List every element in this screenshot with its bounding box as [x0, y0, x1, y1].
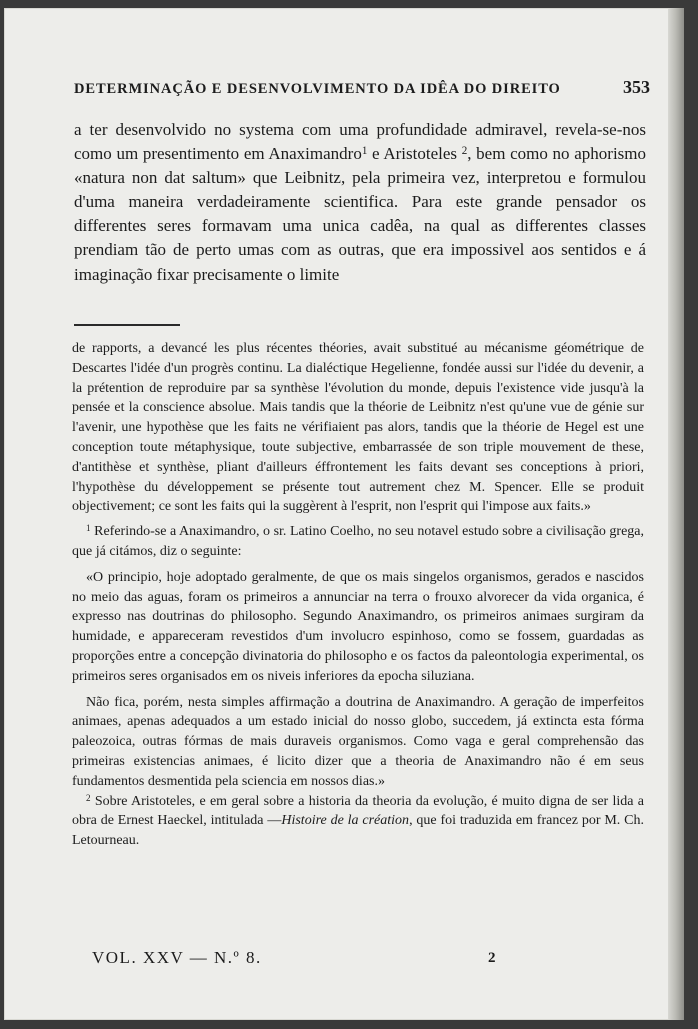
- footnotes: [72, 339, 644, 851]
- footnote-ref-2: 2: [461, 145, 468, 158]
- footnote-2: $^2$ Sobre Aristoteles, e em geral sobre a historia da theoria da evolução, é muito digna de ser lida a obra de Ernest Haeckel, intitulada —Histoire de la création, que foi traduzida em francez por M. Ch. Letourneau.: [72, 792, 644, 849]
- main-text: [74, 118, 646, 287]
- footnote-1-marker: 1: [86, 523, 91, 534]
- footnote-1: $^1$ Referindo-se a Anaximandro, o sr. Latino Coelho, no seu notavel estudo sobre a civilisação grega, que já citámos, diz o seguinte:: [72, 523, 644, 559]
- running-header: [74, 77, 650, 101]
- page-number: 353: [623, 77, 650, 97]
- volume-line: VOL. XXV — N.º 8.: [92, 948, 262, 967]
- body-paragraph: a ter desenvolvido no systema com uma profundidade admiravel, revela-se-nos como um presentimento em Anaximandro$^1$ e Aristoteles $^2$, bem como no aphorismo «natura non dat saltum» que Leibnitz, pela primeira vez, interpretou e formulou d'uma maneira verdadeiramente scientifica. Para este grande pensador os differentes seres formavam uma unica cadêa, na qual as differentes classes prendiam tão de perto umas com as outras, que era impossivel aos sentidos e á imaginação fixar precisamente o limite: [74, 120, 647, 284]
- running-title: DETERMINAÇÃO E DESENVOLVIMENTO DA IDÊA DO DIREITO: [74, 81, 561, 97]
- footnote-ref-1: 1: [361, 145, 368, 158]
- footnote-1-quote-1: «O principio, hoje adoptado geralmente, de que os mais singelos organismos, gerados e nascidos no meio das aguas, foram os primeiros a annunciar na terra o frouxo alvorecer da vida organica, é expresso nas doutrinas do philosopho. Segundo Anaximandro, os primeiros animaes surgiram da humidade, e appareceram revestidos d'um involucro espinhoso, como se fossem, guardadas as proporções entre a concepção divinatoria do philosopho e os factos da paleontologia experimental, os primeiros seres organisados em os niveis inferiores da epocha siluziana.: [72, 569, 644, 684]
- page-edge-shadow: [668, 8, 684, 1020]
- signature-mark: 2: [488, 950, 497, 966]
- page-footer: [92, 948, 512, 972]
- footnote-separator: [74, 324, 180, 326]
- book-title: Histoire de la création: [281, 813, 410, 829]
- footnote-2-marker: 2: [86, 792, 91, 803]
- footnote-continuation: de rapports, a devancé les plus récentes théories, avait substitué au mécanisme géométrique de Descartes l'idée d'un progrès continu. La dialéctique Hegelienne, fondée aussi sur l'idée du devenir, a la prétention de reproduire par sa synthèse l'évolution du monde, depuis l'existence vide jusqu'à la pensée et la conscience absolue. Mais tandis que la théorie de Leibnitz n'est qu'une vue de génie sur l'avenir, une hypothèse que les faits ne vérifiaient pas alors, tandis que la théorie de Hegel est une conception toute métaphysique, toute subjective, embarrassée de son triple mouvement de these, d'antithèse et synthèse, pliant d'ailleurs éffrontement les faits devant ses conceptions à priori, l'hypothèse du développement se présente tout autrement chez M. Spencer. Elle se produit objectivement; ce sont les faits qui la suggèrent à l'esprit, non l'esprit qui l'impose aux faits.»: [72, 341, 644, 515]
- book-page: [4, 8, 684, 1020]
- footnote-1-quote-2: Não fica, porém, nesta simples affirmação a doutrina de Anaximandro. A geração de imperfeitos animaes, apenas adequados a um estado inicial do nosso globo, succedem, já extincta esta fórma paleozoica, outras fórmas de mais duraveis organismos. Como vaga e geral comprehensão das primeiras existencias animaes, é licito dizer que a theoria de Anaximandro não é em seus fundamentos desmentida pela sciencia em nossos dias.»: [72, 694, 644, 789]
